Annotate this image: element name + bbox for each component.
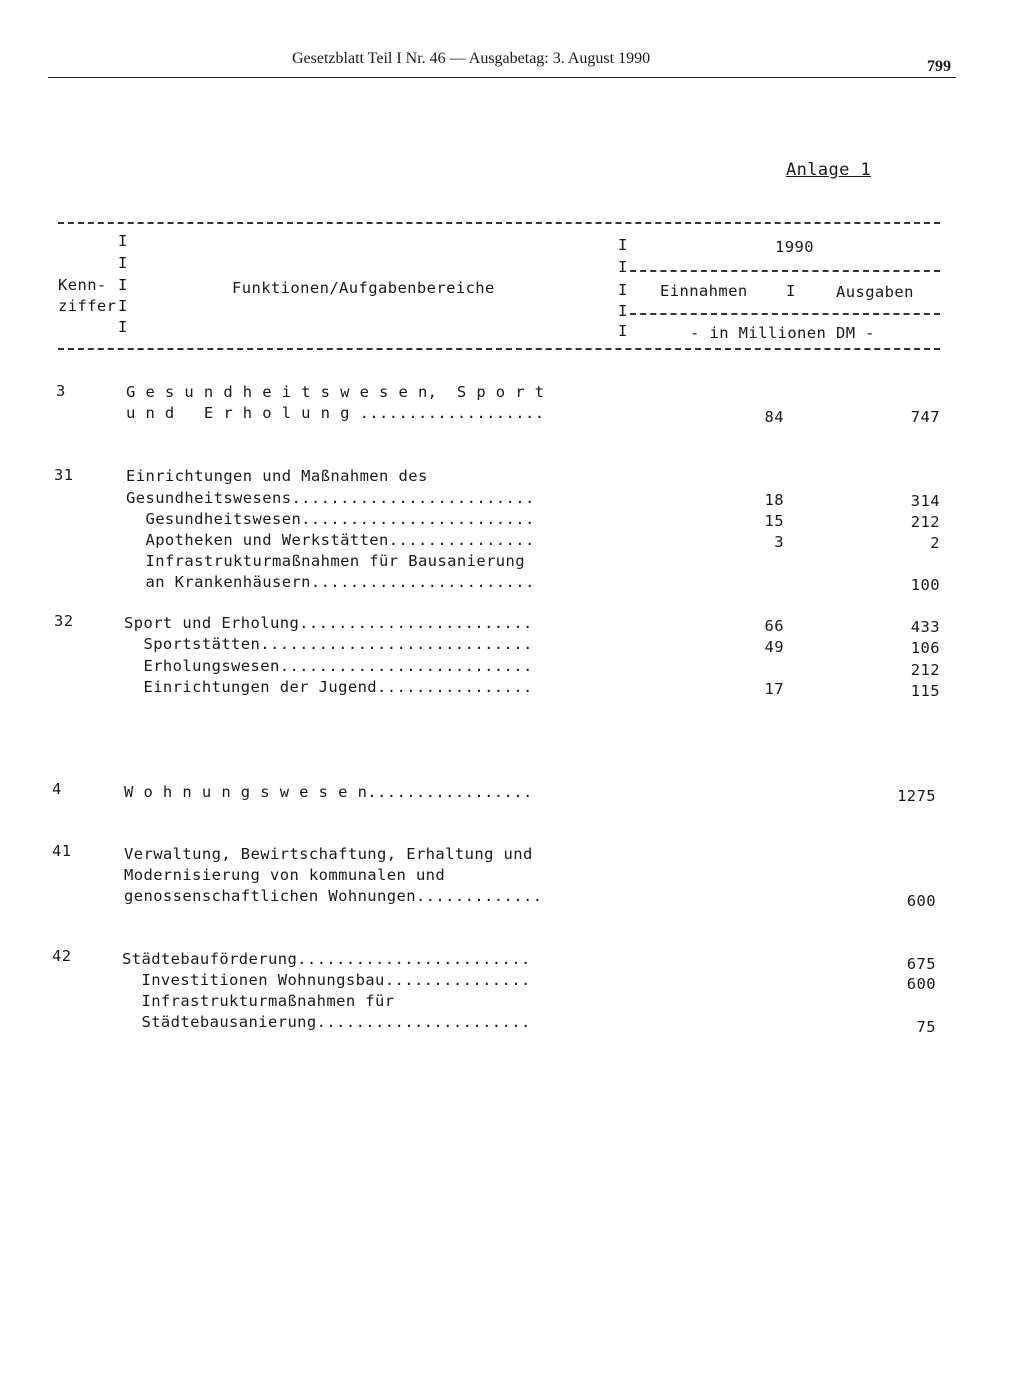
row-label: Sport und Erholung........................ (124, 614, 533, 632)
col-separator: I (618, 322, 628, 340)
row-label: Apotheken und Werkstätten............... (126, 531, 535, 549)
col-ausgaben: Ausgaben (836, 283, 914, 301)
row-label: G e s u n d h e i t s w e s e n, S p o r t (126, 383, 545, 401)
col-einnahmen: Einnahmen (660, 282, 748, 300)
row-label: Gesundheitswesens......................... (126, 489, 535, 507)
row-label: Infrastrukturmaßnahmen für (122, 992, 395, 1010)
header-rule (48, 77, 956, 78)
row-einnahmen: 84 (764, 408, 784, 426)
col-funktionen: Funktionen/Aufgabenbereiche (232, 279, 495, 297)
row-label: Infrastrukturmaßnahmen für Bausanierung (126, 552, 526, 570)
row-ausgaben: 100 (910, 576, 940, 594)
row-label: Gesundheitswesen........................ (126, 510, 535, 528)
col-separator: I (618, 302, 628, 320)
row-label: Modernisierung von kommunalen und (124, 866, 446, 884)
row-ausgaben: 747 (910, 408, 940, 426)
row-code: 31 (54, 466, 74, 484)
row-einnahmen: 17 (764, 680, 784, 698)
page-number: 799 (927, 58, 951, 75)
row-label: Erholungswesen.......................... (124, 657, 533, 675)
row-label: u n d E r h o l u n g ................... (126, 404, 545, 422)
row-ausgaben: 212 (910, 513, 940, 531)
row-ausgaben: 675 (906, 955, 936, 973)
row-code: 41 (52, 842, 72, 860)
row-code: 3 (56, 382, 66, 400)
row-label: Investitionen Wohnungsbau............... (122, 971, 531, 989)
row-label: Sportstätten............................ (124, 635, 533, 653)
col-separator: I (786, 282, 796, 300)
row-einnahmen: 66 (764, 617, 784, 635)
row-einnahmen: 15 (764, 512, 784, 530)
row-label: Einrichtungen und Maßnahmen des (126, 467, 428, 485)
subcol-rule (630, 313, 940, 315)
row-ausgaben: 1275 (897, 787, 936, 805)
row-ausgaben: 2 (930, 534, 940, 552)
col-separator: I (618, 258, 628, 276)
row-code: 42 (52, 947, 72, 965)
row-ausgaben: 433 (910, 618, 940, 636)
row-ausgaben: 75 (916, 1018, 936, 1036)
col-separator: I (118, 318, 128, 336)
row-einnahmen: 49 (764, 638, 784, 656)
header-top-rule (58, 222, 940, 224)
row-einnahmen: 3 (774, 533, 784, 551)
col-separator: I (618, 236, 628, 254)
col-separator: I (118, 254, 128, 272)
header-bottom-rule (58, 348, 940, 350)
col-separator: I (618, 281, 628, 299)
row-label: Verwaltung, Bewirtschaftung, Erhaltung und (124, 845, 533, 863)
running-head: Gesetzblatt Teil I Nr. 46 — Ausgabetag: 3. August 1990 (292, 50, 651, 67)
annex-label: Anlage 1 (786, 160, 872, 180)
unit-label: - in Millionen DM - (690, 324, 875, 342)
row-label: Einrichtungen der Jugend................ (124, 678, 533, 696)
row-ausgaben: 212 (910, 661, 940, 679)
row-label: Städtebauförderung........................ (122, 950, 531, 968)
row-ausgaben: 115 (910, 682, 940, 700)
row-ausgaben: 106 (910, 639, 940, 657)
row-ausgaben: 600 (906, 892, 936, 910)
row-label: W o h n u n g s w e s e n................. (124, 783, 533, 801)
col-separator: I (118, 297, 128, 315)
row-einnahmen: 18 (764, 491, 784, 509)
row-label: Städtebausanierung...................... (122, 1013, 531, 1031)
col-separator: I (118, 276, 128, 294)
row-ausgaben: 314 (910, 492, 940, 510)
row-code: 32 (54, 612, 74, 630)
row-label: an Krankenhäusern....................... (126, 573, 535, 591)
col-year: 1990 (775, 238, 814, 256)
year-rule (630, 270, 940, 272)
row-label: genossenschaftlichen Wohnungen............. (124, 887, 543, 905)
col-kennziffer-line2: ziffer (58, 297, 117, 315)
col-kennziffer-line1: Kenn- (58, 276, 107, 294)
row-ausgaben: 600 (906, 975, 936, 993)
col-separator: I (118, 232, 128, 250)
row-code: 4 (52, 780, 62, 798)
